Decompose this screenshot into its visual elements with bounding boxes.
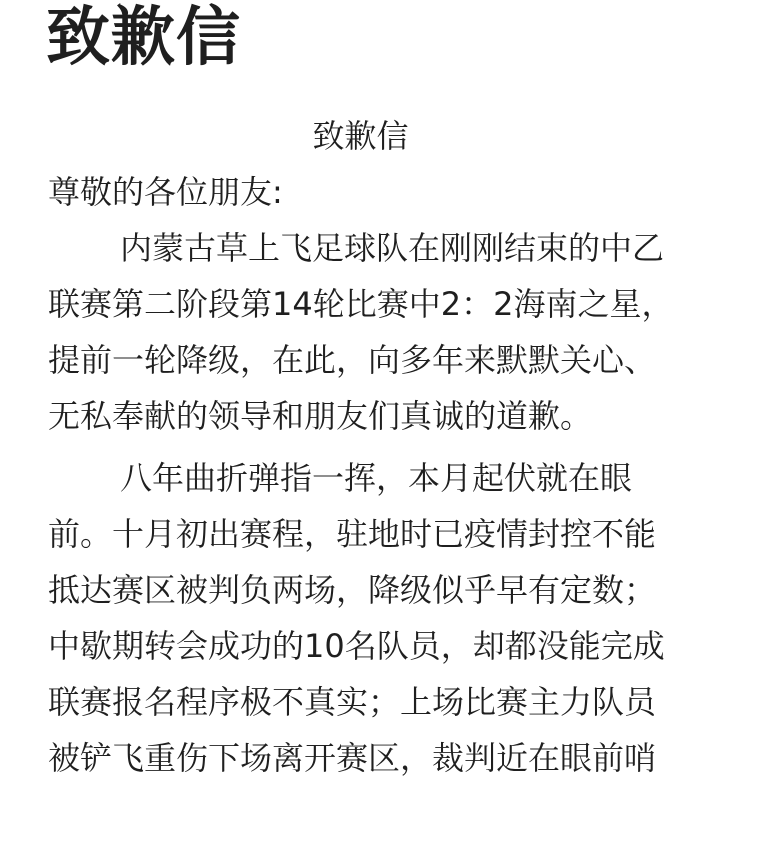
paragraph-2: [48, 450, 738, 786]
letter-heading: 致歉信: [312, 117, 409, 155]
paragraph-line: 中歇期转会成功的10名队员，却都没能完成: [48, 627, 665, 665]
paragraph-line: 内蒙古草上飞足球队在刚刚结束的中乙: [120, 229, 665, 267]
letter-body: [48, 108, 738, 786]
page-title: 致歉信: [46, 1, 241, 75]
paragraph-line: 抵达赛区被判负两场，降级似乎早有定数；: [48, 571, 657, 609]
paragraph-line: 联赛报名程序极不真实；上场比赛主力队员: [48, 683, 657, 721]
paragraph-line: 联赛第二阶段第14轮比赛中2：2海南之星，: [48, 285, 674, 323]
paragraph-line: 前。十月初出赛程，驻地时已疫情封控不能: [48, 515, 657, 553]
paragraph-line: 被铲飞重伤下场离开赛区，裁判近在眼前哨: [48, 739, 657, 777]
paragraph-line: 八年曲折弹指一挥，本月起伏就在眼: [120, 459, 633, 497]
paragraph-line: 无私奉献的领导和朋友们真诚的道歉。: [48, 397, 593, 435]
paragraph-1: [48, 220, 738, 444]
paragraph-line: 提前一轮降级，在此，向多年来默默关心、: [48, 341, 657, 379]
letter-salutation: 尊敬的各位朋友:: [48, 173, 283, 211]
